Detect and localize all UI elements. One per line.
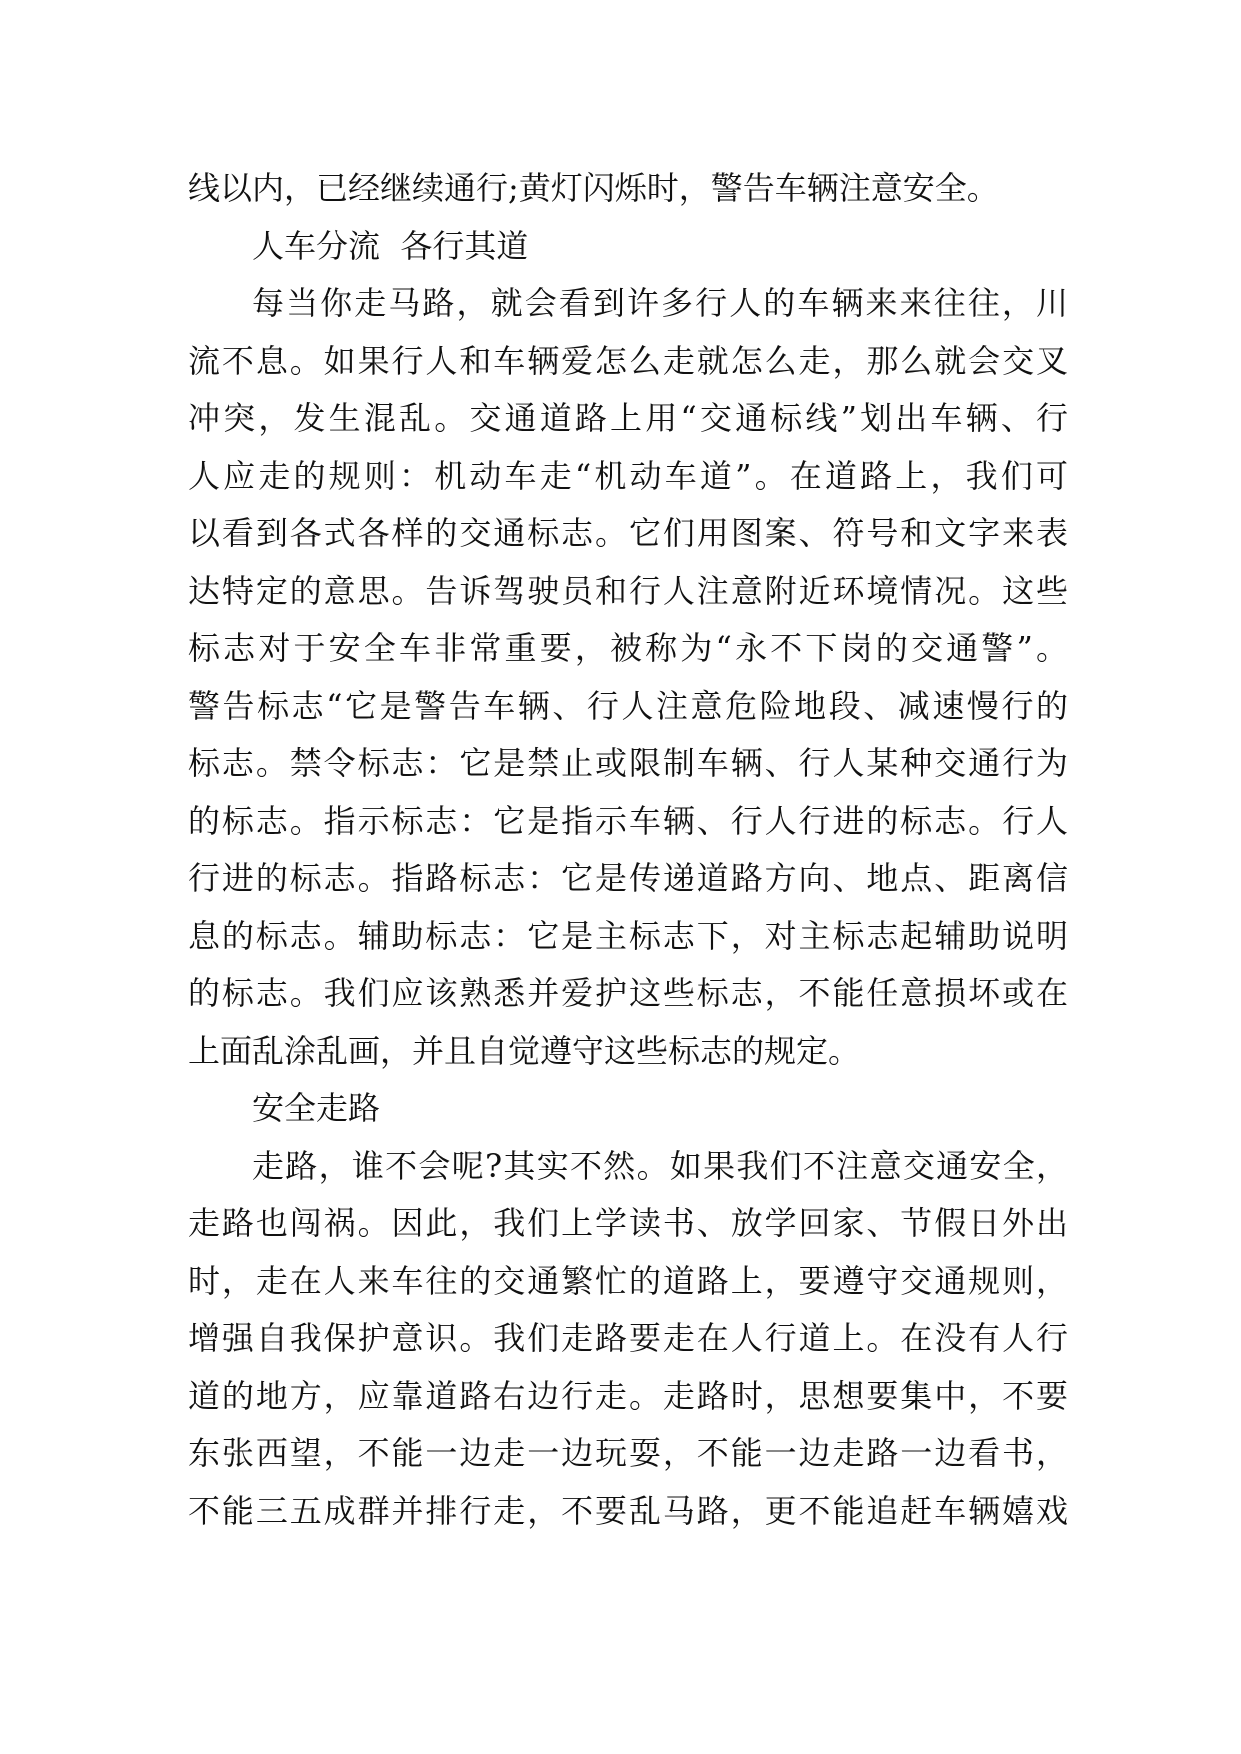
text-line: 时，走在人来车往的交通繁忙的道路上，要遵守交通规则， (188, 1261, 1068, 1300)
text-line: 道的地方，应靠道路右边行走。走路时，思想要集中，不要 (188, 1376, 1068, 1415)
text-line: 息的标志。辅助标志：它是主标志下，对主标志起辅助说明 (188, 916, 1068, 955)
text-line: 行进的标志。指路标志：它是传递道路方向、地点、距离信 (188, 859, 1068, 897)
text-line: 标志。禁令标志：它是禁止或限制车辆、行人某种交通行为 (188, 744, 1068, 782)
text-line: 的标志。指示标志：它是指示车辆、行人行进的标志。行人 (188, 801, 1068, 840)
paragraph-first-line: 每当你走马路，就会看到许多行人的车辆来来往往，川 (252, 284, 1068, 322)
section-heading: 安全走路 (252, 1089, 381, 1127)
text-line: 警告标志“它是警告车辆、行人注意危险地段、减速慢行的 (188, 686, 1068, 725)
text-line: 线以内，已经继续通行;黄灯闪烁时，警告车辆注意安全。 (188, 169, 999, 207)
text-line: 人应走的规则：机动车走“机动车道”。在道路上，我们可 (188, 456, 1068, 495)
text-line: 东张西望，不能一边走一边玩耍，不能一边走路一边看书， (188, 1434, 1068, 1472)
text-line: 达特定的意思。告诉驾驶员和行人注意附近环境情况。这些 (188, 571, 1068, 610)
text-line: 流不息。如果行人和车辆爱怎么走就怎么走，那么就会交叉 (188, 341, 1068, 380)
text-line: 走路也闯祸。因此，我们上学读书、放学回家、节假日外出 (188, 1204, 1068, 1242)
text-line: 冲突，发生混乱。交通道路上用“交通标线”划出车辆、行 (188, 399, 1068, 437)
text-line: 的标志。我们应该熟悉并爱护这些标志，不能任意损坏或在 (188, 974, 1068, 1012)
section-heading: 人车分流 各行其道 (252, 226, 529, 265)
paragraph-first-line: 走路，谁不会呢?其实不然。如果我们不注意交通安全， (252, 1146, 1068, 1185)
text-line: 增强自我保护意识。我们走路要走在人行道上。在没有人行 (188, 1319, 1068, 1357)
text-line: 不能三五成群并排行走，不要乱马路，更不能追赶车辆嬉戏 (188, 1491, 1068, 1530)
paragraph-last-line: 上面乱涂乱画，并且自觉遵守这些标志的规定。 (188, 1031, 861, 1070)
text-line: 以看到各式各样的交通标志。它们用图案、符号和文字来表 (188, 514, 1068, 552)
text-line: 标志对于安全车非常重要，被称为“永不下岗的交通警”。 (188, 629, 1068, 667)
document-body (188, 160, 1068, 1540)
